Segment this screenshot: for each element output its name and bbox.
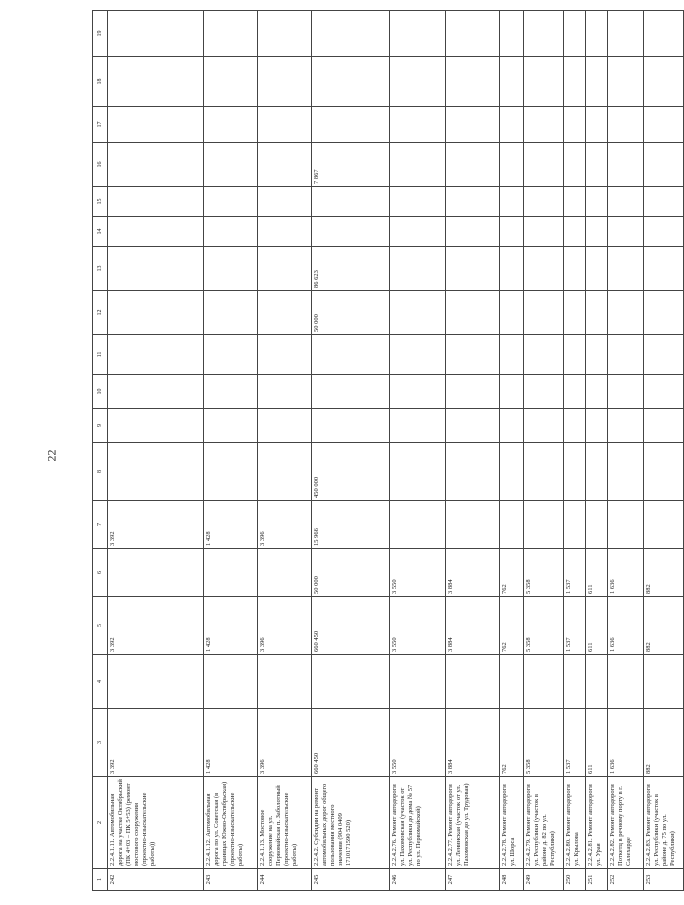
value-cell: 882 [644, 709, 684, 777]
value-cell [564, 187, 586, 217]
table-row [564, 11, 586, 891]
value-cell [108, 335, 204, 375]
value-cell [524, 57, 564, 107]
value-cell [500, 655, 524, 709]
column-number-header: 5 [93, 597, 108, 655]
value-cell: 5 358 [524, 709, 564, 777]
value-cell [108, 107, 204, 143]
column-number-header: 19 [93, 11, 108, 57]
value-cell [446, 375, 500, 409]
value-cell [108, 291, 204, 335]
value-cell [312, 217, 390, 247]
value-cell [108, 57, 204, 107]
table-row [108, 11, 204, 891]
item-name-cell: 2.2.4.2.76. Ремонт автодороги ул. Пахомовская (участок от ул. Республики до дома № 57 по ул. Первомайской) [390, 777, 446, 869]
value-cell [258, 143, 312, 187]
value-cell [204, 443, 258, 501]
row-number-cell: 246 [390, 869, 446, 891]
value-cell: 86 623 [312, 247, 390, 291]
value-cell [390, 291, 446, 335]
value-cell [390, 443, 446, 501]
table-row [204, 11, 258, 891]
value-cell: 15 966 [312, 501, 390, 549]
value-cell [524, 187, 564, 217]
value-cell [204, 107, 258, 143]
value-cell [500, 291, 524, 335]
value-cell: 3 392 [108, 597, 204, 655]
value-cell [524, 217, 564, 247]
value-cell [644, 11, 684, 57]
value-cell [446, 57, 500, 107]
value-cell [312, 655, 390, 709]
value-cell [204, 187, 258, 217]
value-cell [312, 107, 390, 143]
value-cell: 50 000 [312, 291, 390, 335]
value-cell [586, 335, 608, 375]
value-cell [608, 11, 644, 57]
value-cell: 3 550 [390, 549, 446, 597]
value-cell [500, 143, 524, 187]
value-cell [644, 291, 684, 335]
value-cell [524, 291, 564, 335]
value-cell: 1 636 [608, 597, 644, 655]
value-cell [644, 335, 684, 375]
value-cell [446, 187, 500, 217]
rotated-table-container [92, 11, 676, 891]
value-cell [446, 443, 500, 501]
value-cell [644, 375, 684, 409]
value-cell: 611 [586, 597, 608, 655]
value-cell: 1 428 [204, 597, 258, 655]
value-cell [500, 335, 524, 375]
value-cell [608, 375, 644, 409]
value-cell [564, 291, 586, 335]
row-number-cell: 245 [312, 869, 390, 891]
value-cell [446, 11, 500, 57]
value-cell: 762 [500, 709, 524, 777]
value-cell [258, 655, 312, 709]
row-number-cell: 253 [644, 869, 684, 891]
value-cell [108, 409, 204, 443]
value-cell [204, 655, 258, 709]
value-cell: 3 396 [258, 709, 312, 777]
value-cell [500, 187, 524, 217]
value-cell [608, 501, 644, 549]
value-cell [500, 57, 524, 107]
value-cell: 1 428 [204, 709, 258, 777]
value-cell [312, 187, 390, 217]
row-number-cell: 242 [108, 869, 204, 891]
value-cell: 1 428 [204, 501, 258, 549]
column-number-header: 6 [93, 549, 108, 597]
value-cell [204, 291, 258, 335]
column-number-header: 2 [93, 777, 108, 869]
value-cell [586, 443, 608, 501]
value-cell [586, 247, 608, 291]
value-cell [644, 143, 684, 187]
value-cell: 1 537 [564, 597, 586, 655]
value-cell [258, 291, 312, 335]
row-number-cell: 251 [586, 869, 608, 891]
value-cell [608, 187, 644, 217]
value-cell [608, 335, 644, 375]
value-cell [258, 247, 312, 291]
column-number-header: 15 [93, 187, 108, 217]
value-cell [586, 409, 608, 443]
value-cell [644, 409, 684, 443]
table-row [390, 11, 446, 891]
value-cell [564, 247, 586, 291]
row-number-cell: 249 [524, 869, 564, 891]
value-cell: 611 [586, 549, 608, 597]
value-cell: 1 537 [564, 549, 586, 597]
value-cell [524, 375, 564, 409]
column-number-header: 12 [93, 291, 108, 335]
page-number: 22 [44, 449, 59, 462]
value-cell [586, 217, 608, 247]
column-number-header: 13 [93, 247, 108, 291]
value-cell: 3 550 [390, 597, 446, 655]
value-cell [446, 143, 500, 187]
value-cell [312, 375, 390, 409]
value-cell [390, 143, 446, 187]
value-cell [500, 107, 524, 143]
value-cell [586, 187, 608, 217]
item-name-cell: 2.2.4.2. Субсидии на ремонт автомобильных дорог общего пользования местного значения (904 0409 1710171590 520) [312, 777, 390, 869]
value-cell [564, 409, 586, 443]
row-number-cell: 243 [204, 869, 258, 891]
table-row [524, 11, 564, 891]
column-number-header: 14 [93, 217, 108, 247]
value-cell [446, 217, 500, 247]
value-cell [644, 107, 684, 143]
value-cell [258, 409, 312, 443]
item-name-cell: 2.2.4.1.13. Мостовое сооружение на ул. Первомайская п. Заболотный (проектно-изыскательские работы) [258, 777, 312, 869]
column-number-header: 9 [93, 409, 108, 443]
column-number-header: 4 [93, 655, 108, 709]
value-cell [108, 143, 204, 187]
value-cell [390, 217, 446, 247]
value-cell [204, 247, 258, 291]
value-cell [204, 217, 258, 247]
value-cell [524, 107, 564, 143]
value-cell: 450 000 [312, 443, 390, 501]
value-cell [608, 57, 644, 107]
row-number-cell: 244 [258, 869, 312, 891]
value-cell [524, 501, 564, 549]
item-name-cell: 2.2.4.2.78. Ремонт автодороги ул. Шорса [500, 777, 524, 869]
row-number-cell: 250 [564, 869, 586, 891]
value-cell [524, 443, 564, 501]
value-cell [586, 375, 608, 409]
value-cell [108, 549, 204, 597]
item-name-cell: 2.2.4.1.11. Автомобильная дорога на участке Октябрьский (ПК 4+03 – ПК 5+53) (ремонт мостового сооружения (проектно-изыскательские работы)) [108, 777, 204, 869]
value-cell [644, 187, 684, 217]
table-row [446, 11, 500, 891]
value-cell: 1 636 [608, 549, 644, 597]
value-cell [258, 57, 312, 107]
value-cell [390, 655, 446, 709]
item-name-cell: 2.2.4.2.83. Ремонт автодороги ул. Республики (участок в районе д. 75 по ул. Республики) [644, 777, 684, 869]
column-number-header: 17 [93, 107, 108, 143]
row-number-cell: 247 [446, 869, 500, 891]
value-cell [608, 247, 644, 291]
value-cell [390, 247, 446, 291]
value-cell [390, 501, 446, 549]
value-cell [446, 291, 500, 335]
value-cell [446, 655, 500, 709]
value-cell [564, 11, 586, 57]
value-cell: 611 [586, 709, 608, 777]
budget-table [92, 10, 684, 891]
column-number-header: 18 [93, 57, 108, 107]
table-body [108, 11, 684, 891]
value-cell [644, 501, 684, 549]
value-cell [204, 375, 258, 409]
row-number-cell: 248 [500, 869, 524, 891]
value-cell [312, 57, 390, 107]
value-cell [564, 501, 586, 549]
column-number-header: 7 [93, 501, 108, 549]
value-cell [644, 443, 684, 501]
column-number-header: 3 [93, 709, 108, 777]
value-cell: 660 450 [312, 597, 390, 655]
value-cell [108, 11, 204, 57]
value-cell [564, 107, 586, 143]
value-cell [586, 107, 608, 143]
value-cell [586, 143, 608, 187]
item-name-cell: 2.2.4.2.81. Ремонт автодороги ул. Урая [586, 777, 608, 869]
value-cell [108, 655, 204, 709]
value-cell [312, 409, 390, 443]
value-cell: 3 884 [446, 549, 500, 597]
value-cell [564, 443, 586, 501]
column-number-header: 1 [93, 869, 108, 891]
value-cell [500, 501, 524, 549]
value-cell [390, 187, 446, 217]
value-cell [204, 57, 258, 107]
value-cell [258, 217, 312, 247]
item-name-cell: 2.2.4.2.82. Ремонт автодороги Поткетц в речному порту в г. Салехарде [608, 777, 644, 869]
value-cell [446, 107, 500, 143]
value-cell [390, 107, 446, 143]
value-cell: 762 [500, 597, 524, 655]
value-cell [564, 57, 586, 107]
value-cell [258, 11, 312, 57]
table-row [312, 11, 390, 891]
value-cell [524, 247, 564, 291]
value-cell [644, 217, 684, 247]
value-cell [204, 409, 258, 443]
value-cell: 50 000 [312, 549, 390, 597]
value-cell [258, 187, 312, 217]
value-cell [108, 247, 204, 291]
value-cell [258, 375, 312, 409]
value-cell [312, 11, 390, 57]
value-cell: 882 [644, 549, 684, 597]
value-cell: 3 392 [108, 501, 204, 549]
value-cell [524, 655, 564, 709]
value-cell [390, 375, 446, 409]
value-cell: 762 [500, 549, 524, 597]
column-number-header: 16 [93, 143, 108, 187]
item-name-cell: 2.2.4.2.80. Ремонт автодороги ул. Крылова [564, 777, 586, 869]
value-cell: 660 450 [312, 709, 390, 777]
table-row [258, 11, 312, 891]
value-cell [390, 57, 446, 107]
value-cell [608, 443, 644, 501]
value-cell [500, 409, 524, 443]
value-cell: 1 537 [564, 709, 586, 777]
row-number-cell: 252 [608, 869, 644, 891]
item-name-cell: 2.2.4.2.79. Ремонт автодороги ул. Республики (участок в районе д. 82 по ул. Республики) [524, 777, 564, 869]
value-cell: 3 396 [258, 501, 312, 549]
value-cell [586, 655, 608, 709]
value-cell [258, 335, 312, 375]
value-cell [446, 335, 500, 375]
value-cell: 7 867 [312, 143, 390, 187]
value-cell [204, 11, 258, 57]
value-cell [446, 501, 500, 549]
item-name-cell: 2.2.4.1.12. Автомобильная дорога по ул. Советская (в границах Южно-Октябрьская) (проектно-изыскательские работы) [204, 777, 258, 869]
value-cell: 3 884 [446, 597, 500, 655]
value-cell [524, 335, 564, 375]
value-cell [586, 501, 608, 549]
value-cell [108, 443, 204, 501]
value-cell [390, 11, 446, 57]
value-cell [608, 143, 644, 187]
value-cell: 3 884 [446, 709, 500, 777]
value-cell [564, 375, 586, 409]
value-cell [564, 655, 586, 709]
value-cell [586, 11, 608, 57]
column-number-row [93, 11, 108, 891]
value-cell [644, 655, 684, 709]
value-cell [524, 143, 564, 187]
value-cell [564, 217, 586, 247]
value-cell [608, 655, 644, 709]
value-cell [390, 335, 446, 375]
column-number-header: 11 [93, 335, 108, 375]
value-cell [644, 57, 684, 107]
value-cell: 1 636 [608, 709, 644, 777]
table-row [644, 11, 684, 891]
column-number-header: 10 [93, 375, 108, 409]
column-number-header: 8 [93, 443, 108, 501]
value-cell: 3 550 [390, 709, 446, 777]
value-cell [500, 11, 524, 57]
value-cell [608, 107, 644, 143]
value-cell [108, 375, 204, 409]
value-cell [564, 143, 586, 187]
table-row [586, 11, 608, 891]
value-cell [258, 549, 312, 597]
value-cell [258, 443, 312, 501]
value-cell [524, 409, 564, 443]
value-cell [608, 291, 644, 335]
value-cell [258, 107, 312, 143]
value-cell [564, 335, 586, 375]
value-cell [608, 217, 644, 247]
value-cell: 3 392 [108, 709, 204, 777]
value-cell [204, 549, 258, 597]
value-cell: 3 396 [258, 597, 312, 655]
value-cell [500, 443, 524, 501]
value-cell [586, 291, 608, 335]
value-cell [500, 217, 524, 247]
item-name-cell: 2.2.4.2.77. Ремонт автодороги ул. Ленинская (участок от ул. Пахомовская до ул. Трудовая) [446, 777, 500, 869]
value-cell [312, 335, 390, 375]
value-cell [446, 247, 500, 291]
table-row [500, 11, 524, 891]
value-cell [500, 247, 524, 291]
value-cell [500, 375, 524, 409]
value-cell [204, 143, 258, 187]
value-cell [446, 409, 500, 443]
value-cell [204, 335, 258, 375]
value-cell [586, 57, 608, 107]
value-cell: 5 358 [524, 597, 564, 655]
value-cell [524, 11, 564, 57]
table-row [608, 11, 644, 891]
value-cell [108, 217, 204, 247]
value-cell: 5 358 [524, 549, 564, 597]
value-cell [608, 409, 644, 443]
value-cell [390, 409, 446, 443]
value-cell: 882 [644, 597, 684, 655]
value-cell [108, 187, 204, 217]
value-cell [644, 247, 684, 291]
